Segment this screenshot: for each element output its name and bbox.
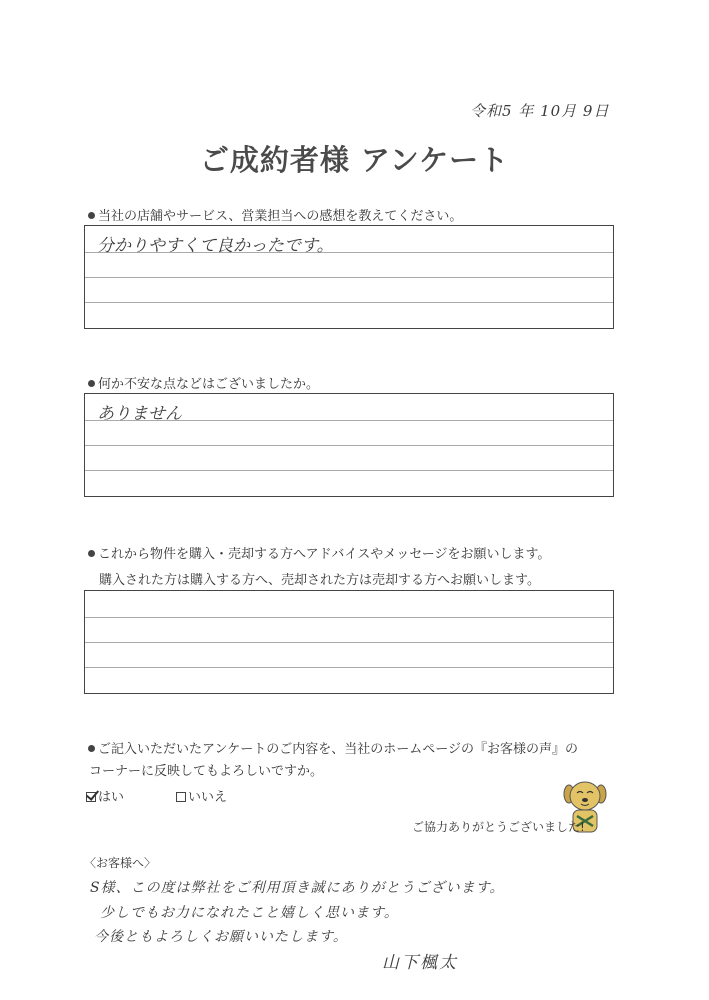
bullet-icon bbox=[88, 745, 95, 752]
bullet-icon bbox=[88, 212, 95, 219]
bullet-icon bbox=[88, 380, 95, 387]
message-line-3: 今後ともよろしくお願いいたします。 bbox=[94, 929, 348, 945]
checkbox-checked-icon[interactable] bbox=[86, 792, 96, 802]
answer-2-text: ありません bbox=[97, 404, 182, 424]
question-3-subtext: 購入された方は購入する方へ、売却された方は売却する方へお願いします。 bbox=[99, 573, 540, 588]
question-2 bbox=[88, 373, 319, 392]
question-3-text: これから物件を購入・売却する方へアドバイスやメッセージをお願いします。 bbox=[98, 547, 551, 562]
consent-yes-option[interactable] bbox=[86, 786, 124, 805]
survey-date: 令和5 年 10月 9日 bbox=[470, 102, 610, 120]
consent-no-label: いいえ bbox=[188, 790, 228, 805]
question-2-text: 何か不安な点などはございましたか。 bbox=[98, 377, 320, 392]
consent-question bbox=[88, 738, 578, 757]
consent-no-option[interactable] bbox=[176, 786, 227, 805]
answer-1-text: 分かりやすくて良かったです。 bbox=[97, 236, 334, 256]
question-1 bbox=[88, 205, 462, 224]
signature: 山下楓太 bbox=[382, 953, 458, 973]
message-line-1: S様、この度は弊社をご利用頂き誠にありがとうございます。 bbox=[90, 880, 505, 896]
answer-box-2 bbox=[84, 393, 614, 497]
answer-box-1 bbox=[84, 225, 614, 329]
thanks-message: ご協力ありがとうございました! bbox=[412, 820, 585, 834]
checkbox-icon[interactable] bbox=[176, 792, 186, 802]
question-3 bbox=[88, 543, 550, 562]
message-line-2: 少しでもお力になれたこと嬉しく思います。 bbox=[100, 905, 399, 921]
page-title: ご成約者様 アンケート bbox=[199, 143, 510, 177]
bullet-icon bbox=[88, 550, 95, 557]
consent-line-1: ご記入いただいたアンケートのご内容を、当社のホームページの『お客様の声』の bbox=[98, 742, 578, 757]
question-1-text: 当社の店舗やサービス、営業担当への感想を教えてください。 bbox=[98, 209, 463, 224]
consent-line-2: コーナーに反映してもよろしいですか。 bbox=[89, 764, 324, 779]
to-customer-label: 〈お客様へ〉 bbox=[84, 856, 157, 870]
answer-box-3 bbox=[84, 590, 614, 694]
consent-yes-label: はい bbox=[98, 790, 125, 805]
